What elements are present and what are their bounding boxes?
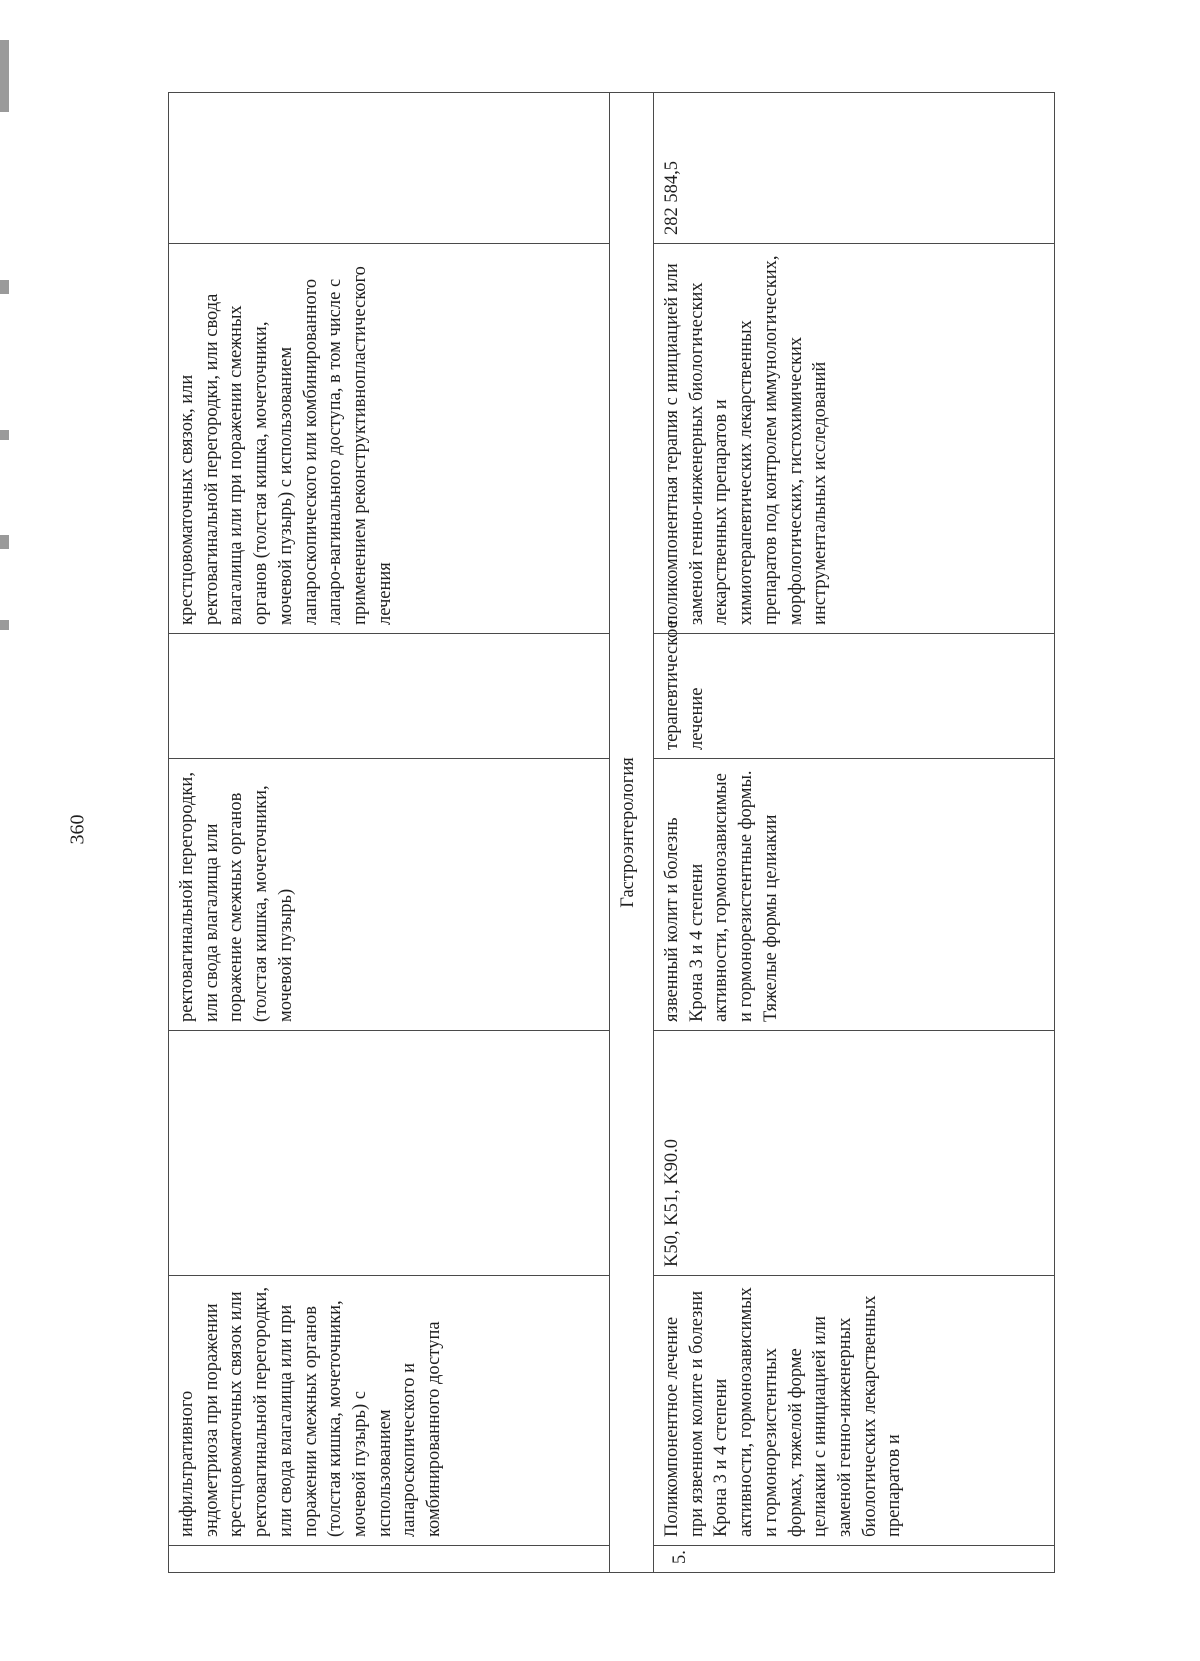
cell-treatment-method: поликомпонентная терапия с инициацией или заменой генно-инженерных биологических лекарственных препаратов и химиотерапевтических лекарственных препаратов под контролем иммунологических, морфологических, гистохимических инструментальных исследований — [654, 244, 1055, 634]
section-header-row — [610, 93, 654, 1573]
table-row-5 — [654, 93, 1055, 1573]
rotated-table-container — [168, 93, 1054, 1573]
table-row-continuation — [169, 93, 610, 1573]
scan-edge-marks — [0, 0, 16, 1661]
cell-treatment-type — [169, 634, 610, 759]
cell-cost — [169, 93, 610, 244]
medical-care-table — [168, 92, 1055, 1573]
cell-treatment-type: терапевтическое лечение — [654, 634, 1055, 759]
section-title: Гастроэнтерология — [610, 93, 654, 1573]
cell-icd-codes — [169, 1031, 610, 1276]
cell-model-patient: ректовагинальной перегородки, или свода влагалища или поражение смежных органов (толстая кишка, мочеточники, мочевой пузырь) — [169, 759, 610, 1031]
cell-treatment-method: крестцовоматочных связок, или ректовагинальной перегородки, или свода влагалища или при поражении смежных органов (толстая кишка, мочеточники, мочевой пузырь) с использованием лапароскопического или комбинированного лапаро-вагинального доступа, в том числе с применением реконструктивнопластического лечения — [169, 244, 610, 634]
cell-no — [169, 1546, 610, 1573]
cell-method-name: инфильтративного эндометриоза при поражении крестцовоматочных связок или ректовагинальной перегородки, или свода влагалища или при поражении смежных органов (толстая кишка, мочеточники, мочевой пузырь) с использованием лапароскопического и комбинированного доступа — [169, 1276, 610, 1546]
cell-no: 5. — [654, 1546, 1055, 1573]
page-number: 360 — [66, 814, 89, 845]
cell-method-name: Поликомпонентное лечение при язвенном колите и болезни Крона 3 и 4 степени активности, гормонозависимых и гормонорезистентных формах, тяжелой форме целиакии с инициацией или заменой генно-инженерных биологических лекарственных препаратов и — [654, 1276, 1055, 1546]
cell-model-patient: язвенный колит и болезнь Крона 3 и 4 степени активности, гормонозависимые и гормонорезистентные формы. Тяжелые формы целиакии — [654, 759, 1055, 1031]
cell-cost: 282 584,5 — [654, 93, 1055, 244]
cell-icd-codes: K50, K51, K90.0 — [654, 1031, 1055, 1276]
